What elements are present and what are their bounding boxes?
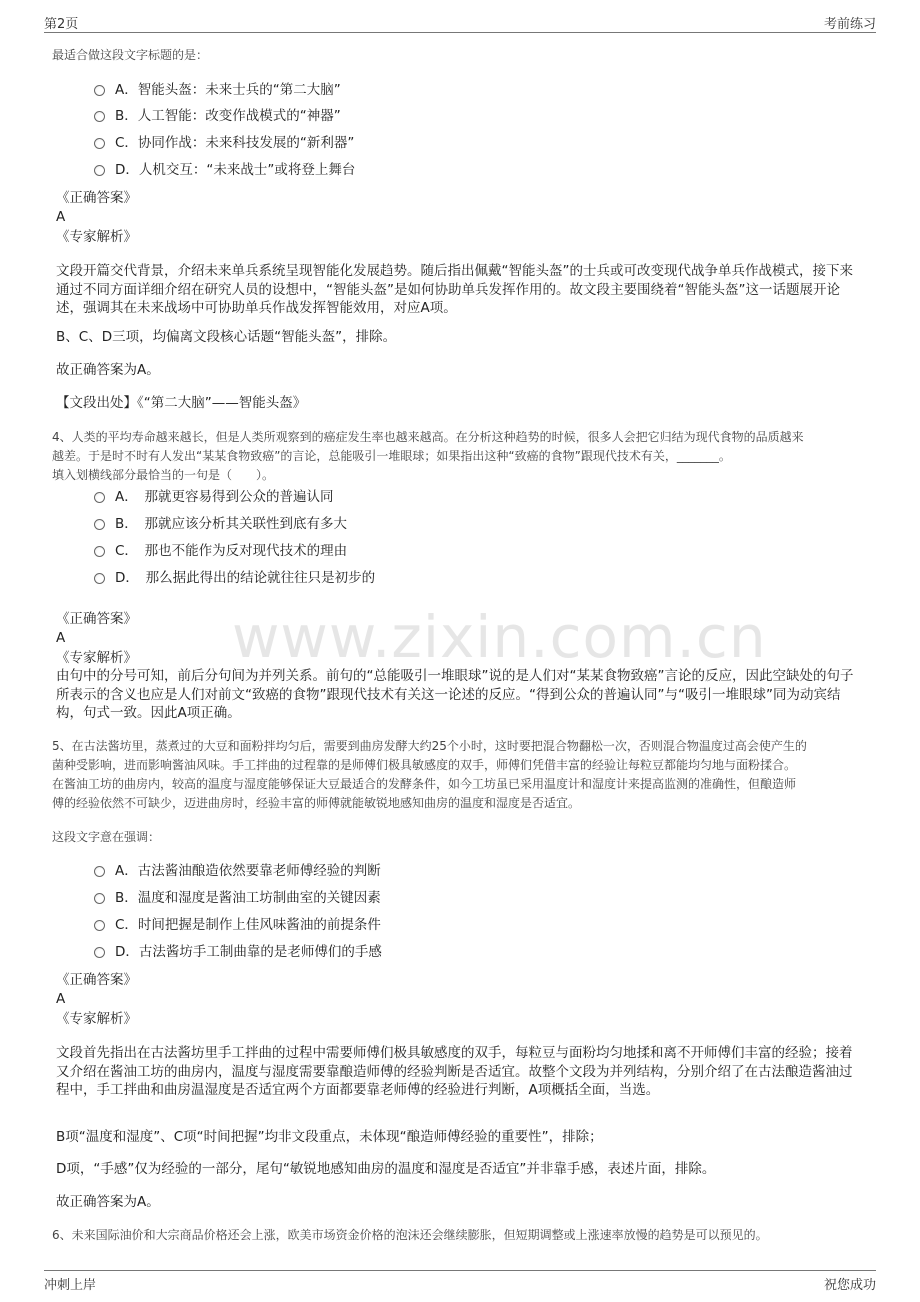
footer-left-text: 冲刺上岸: [44, 1278, 97, 1293]
q3-answer: A: [56, 209, 66, 225]
radio-icon[interactable]: [94, 492, 105, 503]
q3-source: 【文段出处】《“第二大脑”——智能头盔》: [56, 395, 307, 411]
radio-icon[interactable]: [94, 866, 105, 877]
q4-option-c[interactable]: C． 那也不能作为反对现代技术的理由: [94, 541, 347, 561]
q4-option-d[interactable]: D． 那么据此得出的结论就往往只是初步的: [94, 568, 375, 588]
radio-icon[interactable]: [94, 947, 105, 958]
q4-prompt-line-3: 填入划横线部分最恰当的一句是（ ）。: [52, 468, 275, 482]
q5-prompt-line-3: 在酱油工坊的曲房内，较高的温度与湿度能够保证大豆最适合的发酵条件，如今工坊虽已采用温度计和湿度计来提高监测的准确性，但酿造师: [52, 777, 797, 791]
q4-prompt-line-1: 4、人类的平均寿命越来越长，但是人类所观察到的癌症发生率也越来越高。在分析这种趋势的时候，很多人会把它归结为现代食物的品质越来: [52, 430, 804, 444]
q5-answer: A: [56, 991, 66, 1007]
q5-prompt-line-4: 傅的经验依然不可缺少，迈进曲房时，经验丰富的师傅就能敏锐地感知曲房的温度和湿度是否适宜。: [52, 796, 581, 810]
q5-option-c[interactable]: C．时间把握是制作上佳风味酱油的前提条件: [94, 915, 381, 935]
radio-icon[interactable]: [94, 111, 105, 122]
q3-answer-label: 《正确答案》: [56, 190, 137, 206]
q3-analysis-para-3: 故正确答案为A。: [56, 362, 160, 378]
q4-option-a[interactable]: A． 那就更容易得到公众的普遍认同: [94, 487, 334, 507]
watermark: www.zixin.com.cn: [232, 603, 767, 671]
radio-icon[interactable]: [94, 546, 105, 557]
q5-answer-label: 《正确答案》: [56, 972, 137, 988]
q5-question: 这段文字意在强调：: [52, 830, 161, 844]
radio-icon[interactable]: [94, 920, 105, 931]
q5-analysis-para-2: B项“温度和湿度”、C项“时间把握”均非文段重点，未体现“酿造师傅经验的重要性”，排除；: [56, 1129, 603, 1145]
q4-answer-label: 《正确答案》: [56, 611, 137, 627]
q5-prompt-line-2: 菌种受影响，进而影响酱油风味。手工拌曲的过程靠的是师傅们极具敏感度的双手，师傅们凭借丰富的经验让每粒豆都能均匀地与面粉揉合。: [52, 758, 797, 772]
footer-right-text: 祝您成功: [823, 1278, 876, 1293]
section-title: 考前练习: [823, 17, 876, 32]
q5-analysis-para-4: 故正确答案为A。: [56, 1194, 160, 1210]
q5-option-b[interactable]: B．温度和湿度是酱油工坊制曲室的关键因素: [94, 888, 381, 908]
q3-option-d[interactable]: D．人机交互：“未来战士”或将登上舞台: [94, 160, 355, 180]
q4-answer: A: [56, 630, 66, 646]
q3-analysis-label: 《专家解析》: [56, 229, 137, 245]
radio-icon[interactable]: [94, 138, 105, 149]
q5-analysis-para-1: 文段首先指出在古法酱坊里手工拌曲的过程中需要师傅们极具敏感度的双手，每粒豆与面粉均匀地揉和离不开师傅们丰富的经验；接着又介绍在酱油工坊的曲房内，温度与湿度需要靠酿造师傅的经验判断是否适宜。故整个文段为并列结构，分别介绍了在古法酿造酱油过程中，手工拌曲和曲房温湿度是否适宜两个方面都要靠老师傅的经验进行判断，A项概括全面，当选。: [56, 1045, 853, 1098]
q4-analysis: 由句中的分号可知，前后分句间为并列关系。前句的“总能吸引一堆眼球”说的是人们对“某某食物致癌”言论的反应，因此空缺处的句子所表示的含义也应是人们对前文“致癌的食物”跟现代技术有关这一论述的反应。“得到公众的普遍认同”与“吸引一堆眼球”同为动宾结构，句式一致。因此A项正确。: [56, 668, 854, 721]
q4-option-b[interactable]: B． 那就应该分析其关联性到底有多大: [94, 514, 347, 534]
q3-prompt: 最适合做这段文字标题的是：: [52, 48, 209, 62]
page-number: 第2页: [44, 17, 79, 32]
page-header: [44, 10, 876, 33]
q3-option-a[interactable]: A．智能头盔：未来士兵的“第二大脑”: [94, 80, 341, 100]
q5-analysis-label: 《专家解析》: [56, 1011, 137, 1027]
q4-prompt-line-2: 越差。于是时不时有人发出“某某食物致癌”的言论，总能吸引一堆眼球；如果指出这种“致癌的食物”跟现代技术有关，_______。: [52, 449, 731, 463]
page-footer: [44, 1270, 876, 1297]
q5-option-a[interactable]: A．古法酱油酿造依然要靠老师傅经验的判断: [94, 861, 381, 881]
q3-option-c[interactable]: C．协同作战：未来科技发展的“新利器”: [94, 133, 354, 153]
q5-analysis-para-3: D项，“手感”仅为经验的一部分，尾句“敏锐地感知曲房的温度和湿度是否适宜”并非靠手感，表述片面，排除。: [56, 1161, 716, 1177]
q5-prompt-line-1: 5、在古法酱坊里，蒸煮过的大豆和面粉拌均匀后，需要到曲房发酵大约25个小时，这时要把混合物翻松一次，否则混合物温度过高会使产生的: [52, 739, 807, 753]
q5-option-d[interactable]: D．古法酱坊手工制曲靠的是老师傅们的手感: [94, 942, 382, 962]
radio-icon[interactable]: [94, 85, 105, 96]
q3-option-b[interactable]: B．人工智能：改变作战模式的“神器”: [94, 106, 341, 126]
q6-prompt: 6、未来国际油价和大宗商品价格还会上涨，欧美市场资金价格的泡沫还会继续膨胀，但短期调整或上涨速率放慢的趋势是可以预见的。: [52, 1228, 768, 1242]
radio-icon[interactable]: [94, 893, 105, 904]
radio-icon[interactable]: [94, 519, 105, 530]
q3-analysis-para-1: 文段开篇交代背景，介绍未来单兵系统呈现智能化发展趋势。随后指出佩戴“智能头盔”的士兵或可改变现代战争单兵作战模式，接下来通过不同方面详细介绍在研究人员的设想中，“智能头盔”是如何协助单兵发挥作用的。故文段主要围绕着“智能头盔”这一话题展开论述，强调其在未来战场中可协助单兵作战发挥智能效用，对应A项。: [56, 263, 853, 316]
radio-icon[interactable]: [94, 165, 105, 176]
q3-analysis-para-2: B、C、D三项，均偏离文段核心话题“智能头盔”，排除。: [56, 329, 397, 345]
q4-analysis-label: 《专家解析》: [56, 650, 137, 666]
radio-icon[interactable]: [94, 573, 105, 584]
